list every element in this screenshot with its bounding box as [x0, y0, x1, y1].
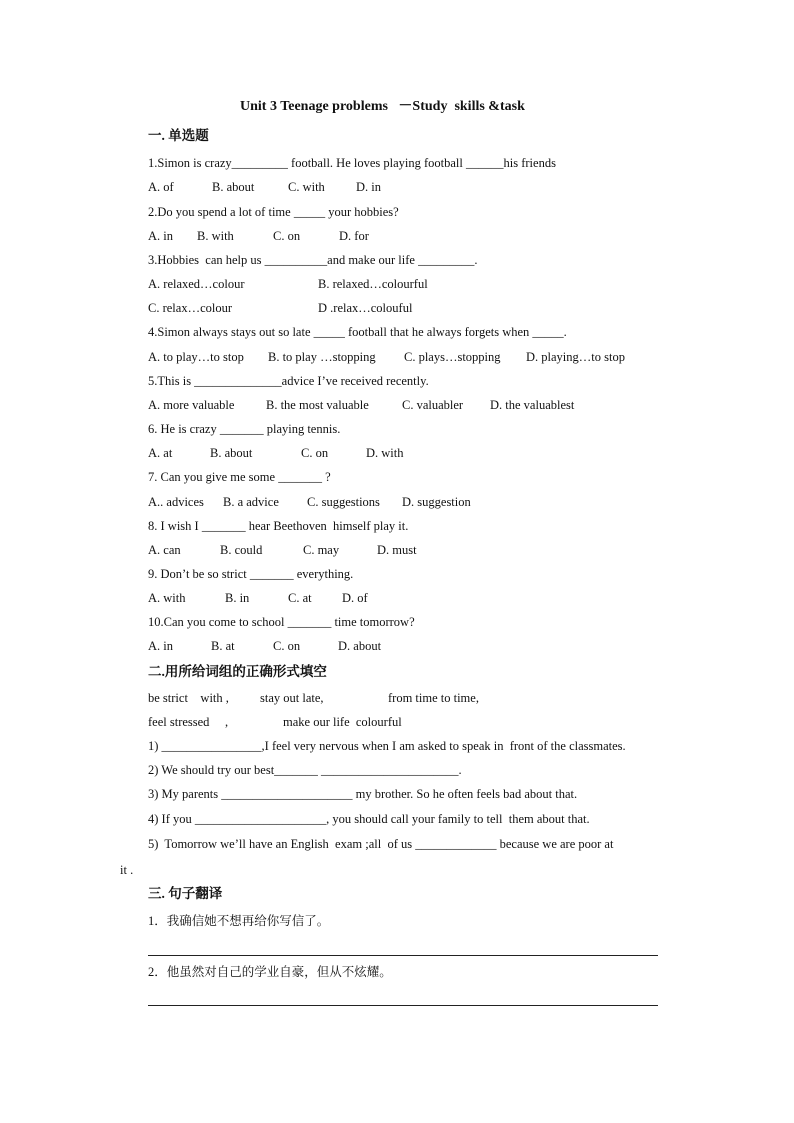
fill-sentence-1: 1) ________________,I feel very nervous when I am asked to speak in front of the classmates. — [148, 739, 626, 753]
option-7a: A.. advices — [148, 495, 204, 509]
phrase-be-strict-with: be strict with , — [148, 691, 229, 705]
option-6b: B. about — [210, 446, 253, 460]
option-4c: C. plays…stopping — [404, 350, 501, 364]
answer-line-1 — [148, 955, 658, 956]
option-3d: D .relax…colouful — [318, 301, 413, 315]
fill-sentence-2: 2) We should try our best_______ ______________________. — [148, 763, 462, 777]
section-heading-translation: 三. 句子翻译 — [148, 886, 223, 901]
option-9d: D. of — [342, 591, 368, 605]
option-2b: B. with — [197, 229, 234, 243]
option-2d: D. for — [339, 229, 369, 243]
option-9a: A. with — [148, 591, 186, 605]
option-1d: D. in — [356, 180, 381, 194]
option-3c: C. relax…colour — [148, 301, 233, 315]
option-7d: D. suggestion — [402, 495, 471, 509]
option-6c: C. on — [301, 446, 329, 460]
question-7: 7. Can you give me some _______ ? — [148, 470, 331, 484]
option-6d: D. with — [366, 446, 404, 460]
option-9b: B. in — [225, 591, 250, 605]
phrase-stay-out-late: stay out late, — [260, 691, 324, 705]
option-3b: B. relaxed…colourful — [318, 277, 428, 291]
translation-sentence-2: 2．他虽然对自己的学业自豪，但从不炫耀。 — [148, 965, 392, 979]
phrase-from-time-to-time: from time to time, — [388, 691, 479, 705]
question-10: 10.Can you come to school _______ time tomorrow? — [148, 615, 415, 629]
option-1a: A. of — [148, 180, 174, 194]
answer-line-2 — [148, 1005, 658, 1006]
option-5c: C. valuabler — [402, 398, 464, 412]
question-4: 4.Simon always stays out so late _____ football that he always forgets when _____. — [148, 325, 567, 339]
option-7b: B. a advice — [223, 495, 279, 509]
page-title: Unit 3 Teenage problems －Study skills &task — [240, 99, 525, 114]
question-9: 9. Don’t be so strict _______ everything. — [148, 567, 354, 581]
option-5b: B. the most valuable — [266, 398, 369, 412]
option-8d: D. must — [377, 543, 417, 557]
option-10b: B. at — [211, 639, 235, 653]
option-5a: A. more valuable — [148, 398, 235, 412]
option-1b: B. about — [212, 180, 255, 194]
fill-sentence-3: 3) My parents _____________________ my brother. So he often feels bad about that. — [148, 787, 578, 801]
option-3a: A. relaxed…colour — [148, 277, 245, 291]
question-5: 5.This is ______________advice I’ve received recently. — [148, 374, 429, 388]
fill-sentence-5-continued: it . — [120, 863, 134, 877]
question-1: 1.Simon is crazy_________ football. He loves playing football ______his friends — [148, 156, 556, 170]
option-10a: A. in — [148, 639, 173, 653]
question-6: 6. He is crazy _______ playing tennis. — [148, 422, 341, 436]
section-heading-multiple-choice: 一. 单选题 — [148, 128, 209, 143]
option-2a: A. in — [148, 229, 173, 243]
option-2c: C. on — [273, 229, 301, 243]
fill-sentence-4: 4) If you _____________________, you should call your family to tell them about that. — [148, 812, 590, 826]
option-4a: A. to play…to stop — [148, 350, 244, 364]
question-2: 2.Do you spend a lot of time _____ your hobbies? — [148, 205, 399, 219]
fill-sentence-5: 5) Tomorrow we’ll have an English exam ;all of us _____________ because we are poor at — [148, 837, 614, 851]
option-7c: C. suggestions — [307, 495, 380, 509]
section-heading-fill-in: 二.用所给词组的正确形式填空 — [148, 664, 327, 679]
option-6a: A. at — [148, 446, 173, 460]
option-10c: C. on — [273, 639, 301, 653]
option-9c: C. at — [288, 591, 312, 605]
phrase-make-our-life-colourful: make our life colourful — [283, 715, 402, 729]
option-5d: D. the valuablest — [490, 398, 575, 412]
translation-sentence-1: 1．我确信她不想再给你写信了。 — [148, 914, 330, 928]
question-3: 3.Hobbies can help us __________and make our life _________. — [148, 253, 478, 267]
question-8: 8. I wish I _______ hear Beethoven himself play it. — [148, 519, 409, 533]
option-8b: B. could — [220, 543, 263, 557]
option-8c: C. may — [303, 543, 340, 557]
phrase-feel-stressed: feel stressed , — [148, 715, 229, 729]
option-1c: C. with — [288, 180, 325, 194]
option-4b: B. to play …stopping — [268, 350, 376, 364]
option-8a: A. can — [148, 543, 181, 557]
option-4d: D. playing…to stop — [526, 350, 625, 364]
option-10d: D. about — [338, 639, 382, 653]
